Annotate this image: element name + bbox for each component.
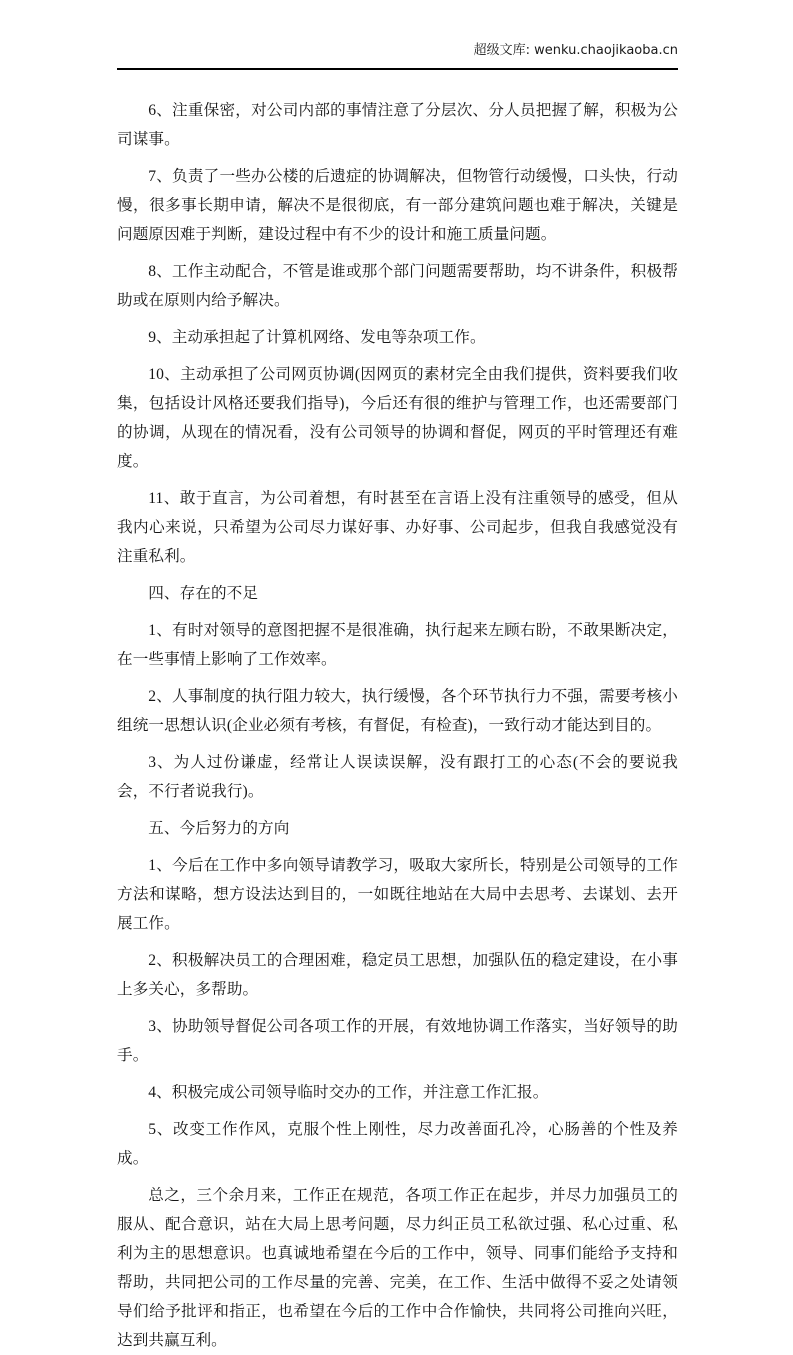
body-paragraph: 5、改变工作作风，克服个性上刚性，尽力改善面孔冷，心肠善的个性及养成。 <box>117 1121 678 1167</box>
body-paragraph: 9、主动承担起了计算机网络、发电等杂项工作。 <box>148 329 486 346</box>
body-paragraph: 1、今后在工作中多向领导请教学习，吸取大家所长，特别是公司领导的工作方法和谋略，想方设法达到目的，一如既往地站在大局中去思考、去谋划、去开展工作。 <box>117 857 678 932</box>
body-paragraph: 6、注重保密，对公司内部的事情注意了分层次、分人员把握了解，积极为公司谋事。 <box>117 102 678 148</box>
body-paragraph: 总之，三个余月来，工作正在规范，各项工作正在起步，并尽力加强员工的服从、配合意识，站在大局上思考问题，尽力纠正员工私欲过强、私心过重、私利为主的思想意识。也真诚地希望在今后的工作中，领导、同事们能给予支持和帮助，共同把公司的工作尽量的完善、完美，在工作、生活中做得不妥之处请领导们给予批评和指正，也希望在今后的工作中合作愉快，共同将公司推向兴旺，达到共赢互利。 <box>117 1187 678 1349</box>
page-header-watermark: 超级文库: wenku.chaojikaoba.cn <box>473 43 678 58</box>
body-paragraph: 8、工作主动配合，不管是谁或那个部门问题需要帮助，均不讲条件，积极帮助或在原则内给予解决。 <box>117 263 678 309</box>
section-heading: 五、今后努力的方向 <box>148 820 290 837</box>
body-paragraph: 3、为人过份谦虚，经常让人误读误解，没有跟打工的心态(不会的要说我会，不行者说我行)。 <box>117 754 678 800</box>
document-body <box>117 96 678 1355</box>
body-paragraph: 2、积极解决员工的合理困难，稳定员工思想，加强队伍的稳定建设，在小事上多关心，多帮助。 <box>117 952 678 998</box>
body-paragraph: 2、人事制度的执行阻力较大，执行缓慢，各个环节执行力不强，需要考核小组统一思想认识(企业必须有考核，有督促，有检查)，一致行动才能达到目的。 <box>117 688 678 734</box>
body-paragraph: 4、积极完成公司领导临时交办的工作，并注意工作汇报。 <box>148 1084 549 1101</box>
header-divider <box>117 68 678 70</box>
body-paragraph: 7、负责了一些办公楼的后遗症的协调解决，但物管行动缓慢，口头快，行动慢，很多事长期申请，解决不是很彻底，有一部分建筑问题也难于解决，关键是问题原因难于判断，建设过程中有不少的设计和施工质量问题。 <box>117 168 678 243</box>
section-heading: 四、存在的不足 <box>148 585 259 602</box>
body-paragraph: 1、有时对领导的意图把握不是很准确，执行起来左顾右盼，不敢果断决定，在一些事情上影响了工作效率。 <box>117 622 678 668</box>
body-paragraph: 3、协助领导督促公司各项工作的开展，有效地协调工作落实，当好领导的助手。 <box>117 1018 678 1064</box>
body-paragraph: 11、敢于直言，为公司着想，有时甚至在言语上没有注重领导的感受，但从我内心来说，只希望为公司尽力谋好事、办好事、公司起步，但我自我感觉没有注重私利。 <box>117 490 678 565</box>
body-paragraph: 10、主动承担了公司网页协调(因网页的素材完全由我们提供，资料要我们收集，包括设计风格还要我们指导)，今后还有很的维护与管理工作，也还需要部门的协调，从现在的情况看，没有公司领导的协调和督促，网页的平时管理还有难度。 <box>117 366 678 470</box>
